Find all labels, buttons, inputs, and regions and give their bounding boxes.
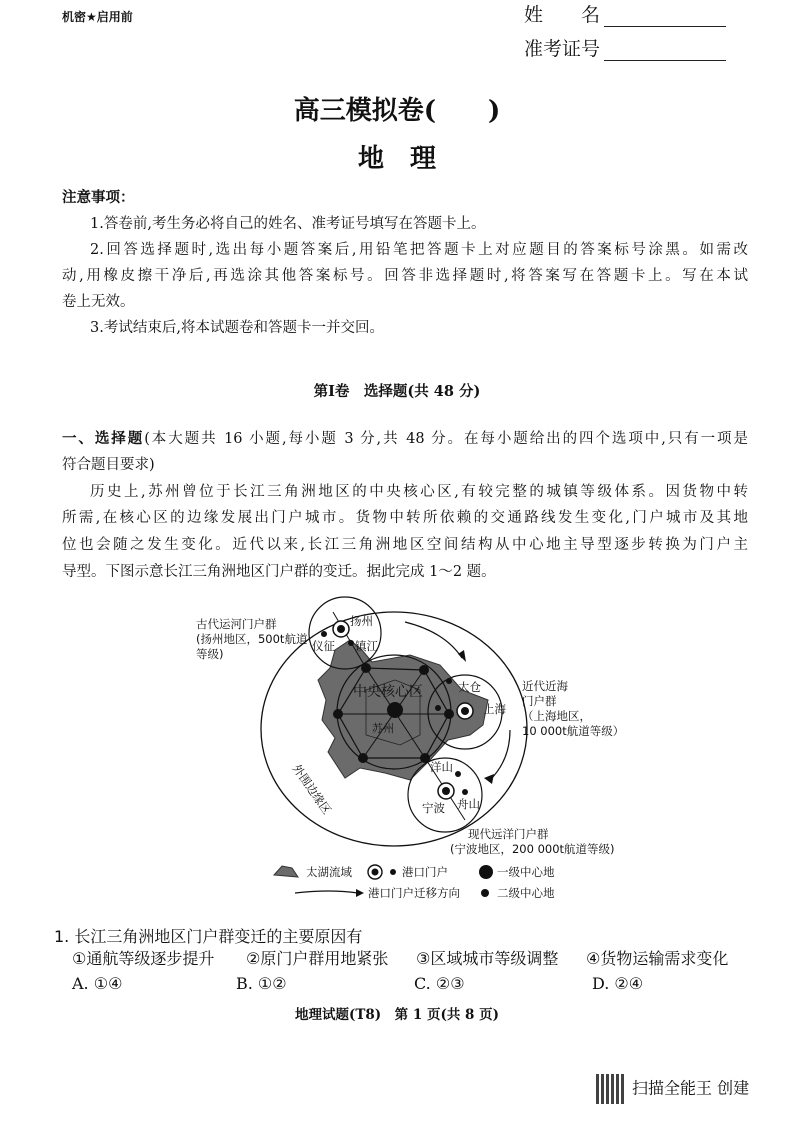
question-item: ④货物运输需求变化 bbox=[586, 949, 729, 968]
part-heading-line2: 符合题目要求) bbox=[62, 457, 155, 473]
city-label: 宁波 bbox=[422, 801, 445, 815]
part-heading-text: (本大题共 16 小题,每小题 3 分,共 48 分。在每小题给出的四个选项中,只有一项是 bbox=[144, 431, 748, 447]
scanner-watermark bbox=[596, 1074, 749, 1104]
near-group-label: （上海地区， bbox=[522, 709, 591, 723]
city-label: 上海 bbox=[483, 702, 506, 716]
migration-arrow bbox=[490, 730, 510, 780]
confidential-label: 机密★启用前 bbox=[62, 10, 133, 24]
ocean-group-label: (宁波地区，200 000t航道等级) bbox=[450, 842, 615, 856]
city-label: 镇江 bbox=[355, 639, 378, 653]
legend-port-label: 港口门户 bbox=[402, 865, 448, 879]
passage-line: 位也会随之发生变化。近代以来,长江三角洲地区空间结构从中心地主导型逐步转换为门户主 bbox=[62, 537, 748, 553]
migration-arrow bbox=[405, 622, 462, 658]
passage-line: 历史上,苏州曾位于长江三角洲地区的中央核心区,有较完整的城镇等级体系。因货物中转 bbox=[90, 484, 748, 500]
watermark-text: 扫描全能王 创建 bbox=[632, 1078, 750, 1098]
notice-line: 卷上无效。 bbox=[62, 294, 135, 310]
city-label: 太仓 bbox=[458, 680, 481, 694]
core-zone-label: 中央核心区 bbox=[353, 684, 423, 700]
question-item: ③区域城市等级调整 bbox=[416, 949, 559, 968]
passage-line: 导型。下图示意长江三角洲地区门户群的变迁。据此完成 1～2 题。 bbox=[62, 564, 496, 580]
ocean-group-label: 现代远洋门户群 bbox=[468, 827, 549, 841]
ancient-group-label: 等级) bbox=[196, 647, 224, 661]
city-label: 扬州 bbox=[350, 614, 373, 628]
choice-d[interactable]: D. ②④ bbox=[592, 974, 644, 993]
notice-line: 3.考试结束后,将本试题卷和答题卡一并交回。 bbox=[90, 320, 384, 336]
exam-id-label: 准考证号 bbox=[524, 38, 601, 60]
legend-second-center-label: 二级中心地 bbox=[497, 886, 555, 900]
near-group-label: 近代近海 bbox=[522, 679, 568, 693]
legend-basin-label: 太湖流域 bbox=[306, 865, 352, 879]
question-stem: 1. 长江三角洲地区门户群变迁的主要原因有 bbox=[54, 927, 363, 946]
question-item: ①通航等级逐步提升 bbox=[72, 949, 215, 968]
legend bbox=[274, 865, 555, 900]
legend-first-center-label: 一级中心地 bbox=[497, 865, 555, 879]
notice-line: 1.答卷前,考生务必将自己的姓名、准考证号填写在答题卡上。 bbox=[90, 216, 486, 232]
city-label: 仪征 bbox=[312, 639, 335, 653]
ancient-group-label: (扬州地区，500t航道 bbox=[196, 632, 308, 646]
passage-line: 所需,在核心区的边缘发展出门户城市。货物中转所依赖的交通路线发生变化,门户城市及其地 bbox=[62, 510, 748, 526]
choice-b[interactable]: B. ①② bbox=[236, 974, 287, 993]
near-group-label: 10 000t航道等级） bbox=[522, 724, 625, 738]
notice-line: 动,用橡皮擦干净后,再选涂其他答案标号。回答非选择题时,将答案写在答题卡上。写在本试 bbox=[62, 268, 748, 284]
name-label: 姓 名 bbox=[524, 4, 601, 26]
city-label: 苏州 bbox=[372, 722, 394, 735]
notice-heading: 注意事项： bbox=[62, 189, 135, 206]
exam-title: 高三模拟卷( ) bbox=[293, 96, 501, 126]
qr-code-icon bbox=[596, 1074, 626, 1104]
arrow-head bbox=[484, 774, 494, 784]
near-group-label: 门户群 bbox=[522, 694, 557, 708]
first-center-dot bbox=[387, 702, 403, 718]
city-label: 洋山 bbox=[430, 760, 453, 774]
choice-a[interactable]: A. ①④ bbox=[72, 974, 123, 993]
legend-migration-label: 港口门户迁移方向 bbox=[368, 886, 460, 900]
page-footer: 地理试题(T8) 第 1 页(共 8 页) bbox=[294, 1007, 500, 1023]
arrow-head bbox=[458, 650, 466, 662]
question-item: ②原门户群用地紧张 bbox=[246, 949, 389, 968]
choice-c[interactable]: C. ②③ bbox=[414, 974, 465, 993]
outer-zone-label: 外围边缘区 bbox=[289, 761, 334, 817]
subject-title: 地 理 bbox=[357, 144, 436, 174]
city-label: 舟山 bbox=[457, 797, 480, 811]
ancient-group-label: 古代运河门户群 bbox=[196, 617, 277, 631]
legend-basin-icon bbox=[274, 866, 298, 877]
part-heading-label: 一、选择题 bbox=[62, 430, 145, 447]
notice-line: 2.回答选择题时,选出每小题答案后,用铅笔把答题卡上对应题目的答案标号涂黑。如需改 bbox=[90, 242, 748, 258]
section-title: 第Ⅰ卷 选择题(共 48 分) bbox=[313, 383, 481, 400]
